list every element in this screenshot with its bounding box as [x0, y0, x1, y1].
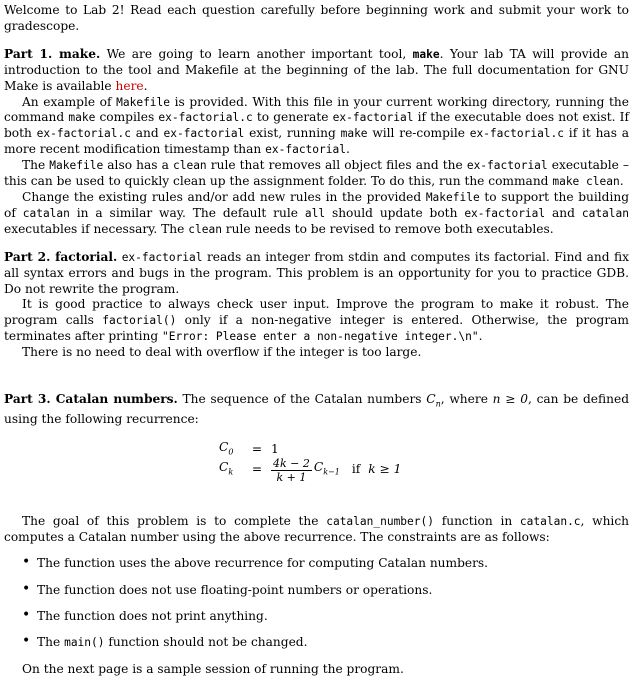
part3-paragraph-goal: The goal of this problem is to complete the catalan_number() function in catalan.c, which computes a Catalan number using the above recurrence. The constraints are as follows: — [4, 514, 629, 545]
list-item: • The function does not print anything. — [37, 609, 629, 625]
closing-text: On the next page is a sample session of running the program. — [22, 661, 404, 676]
list-item: • The function does not use floating-point numbers or operations. — [37, 583, 629, 599]
part2-paragraph-robust: It is good practice to always check user input. Improve the program to make it robust. The program calls factorial() only if a non-negative integer is entered. Otherwise, the program terminates after printing "Error: Please enter a non-negative integer.\n". — [4, 297, 629, 344]
part1-paragraph-task: Change the existing rules and/or add new rules in the provided Makefile to support the building of catalan in a similar way. The default rule all should update both ex-factorial and catalan executables if necessary. The clean rule needs to be revised to remove both executables. — [4, 189, 629, 236]
part1-heading: Part 1. make. — [4, 46, 101, 61]
part2-intro: Part 2. factorial. ex-factorial reads an integer from stdin and computes its factorial. Find and fix all syntax errors and bugs in the program. This problem is an opportunity for you to practice GDB. Do not rewrite the program. — [4, 249, 629, 296]
part1-intro: Part 1. make. We are going to learn another important tool, make. Your lab TA will provide an introduction to the tool and Makefile at the beginning of the lab. The full documentation for GNU Make is available here. — [4, 46, 629, 93]
part3-heading: Part 3. Catalan numbers. — [4, 392, 178, 407]
catalan-recurrence-equation: $C_0$ = 1 $C_k$ = $\frac{4k - 2}{k + 1}$ $C_{k-1}$ if k ≥ 1 — [219, 440, 402, 484]
gnu-make-docs-link[interactable]: here — [115, 78, 144, 93]
list-item: • The function uses the above recurrence for computing Catalan numbers. — [37, 556, 629, 572]
part1-paragraph-clean-rule: The Makefile also has a clean rule that removes all object files and the ex-factorial executable – this can be used to quickly clean up the assignment folder. To do this, run the command make clean. — [4, 158, 629, 189]
part1-paragraph-makefile-example: An example of Makefile is provided. With this file in your current working directory, running the command make compiles ex-factorial.c to generate ex-factorial if the executable does not exist. If both ex-factorial.c and ex-factorial exist, running make will re-compile ex-factorial.c if it has a more recent modification timestamp than ex-factorial. — [4, 94, 629, 157]
list-item: • The main() function should not be changed. — [37, 635, 629, 651]
lab-document — [4, 3, 629, 678]
welcome-text: Welcome to Lab 2! Read each question carefully before beginning work and submit your work to gradescope. — [4, 3, 629, 33]
part2-heading: Part 2. factorial. — [4, 249, 118, 264]
part3-intro: Part 3. Catalan numbers. The sequence of the Catalan numbers $C_n$, where n ≥ 0, can be defined using the following recurrence: — [4, 392, 630, 427]
part2-paragraph-overflow: There is no need to deal with overflow if the integer is too large. — [22, 345, 422, 360]
constraints-list — [4, 556, 629, 651]
